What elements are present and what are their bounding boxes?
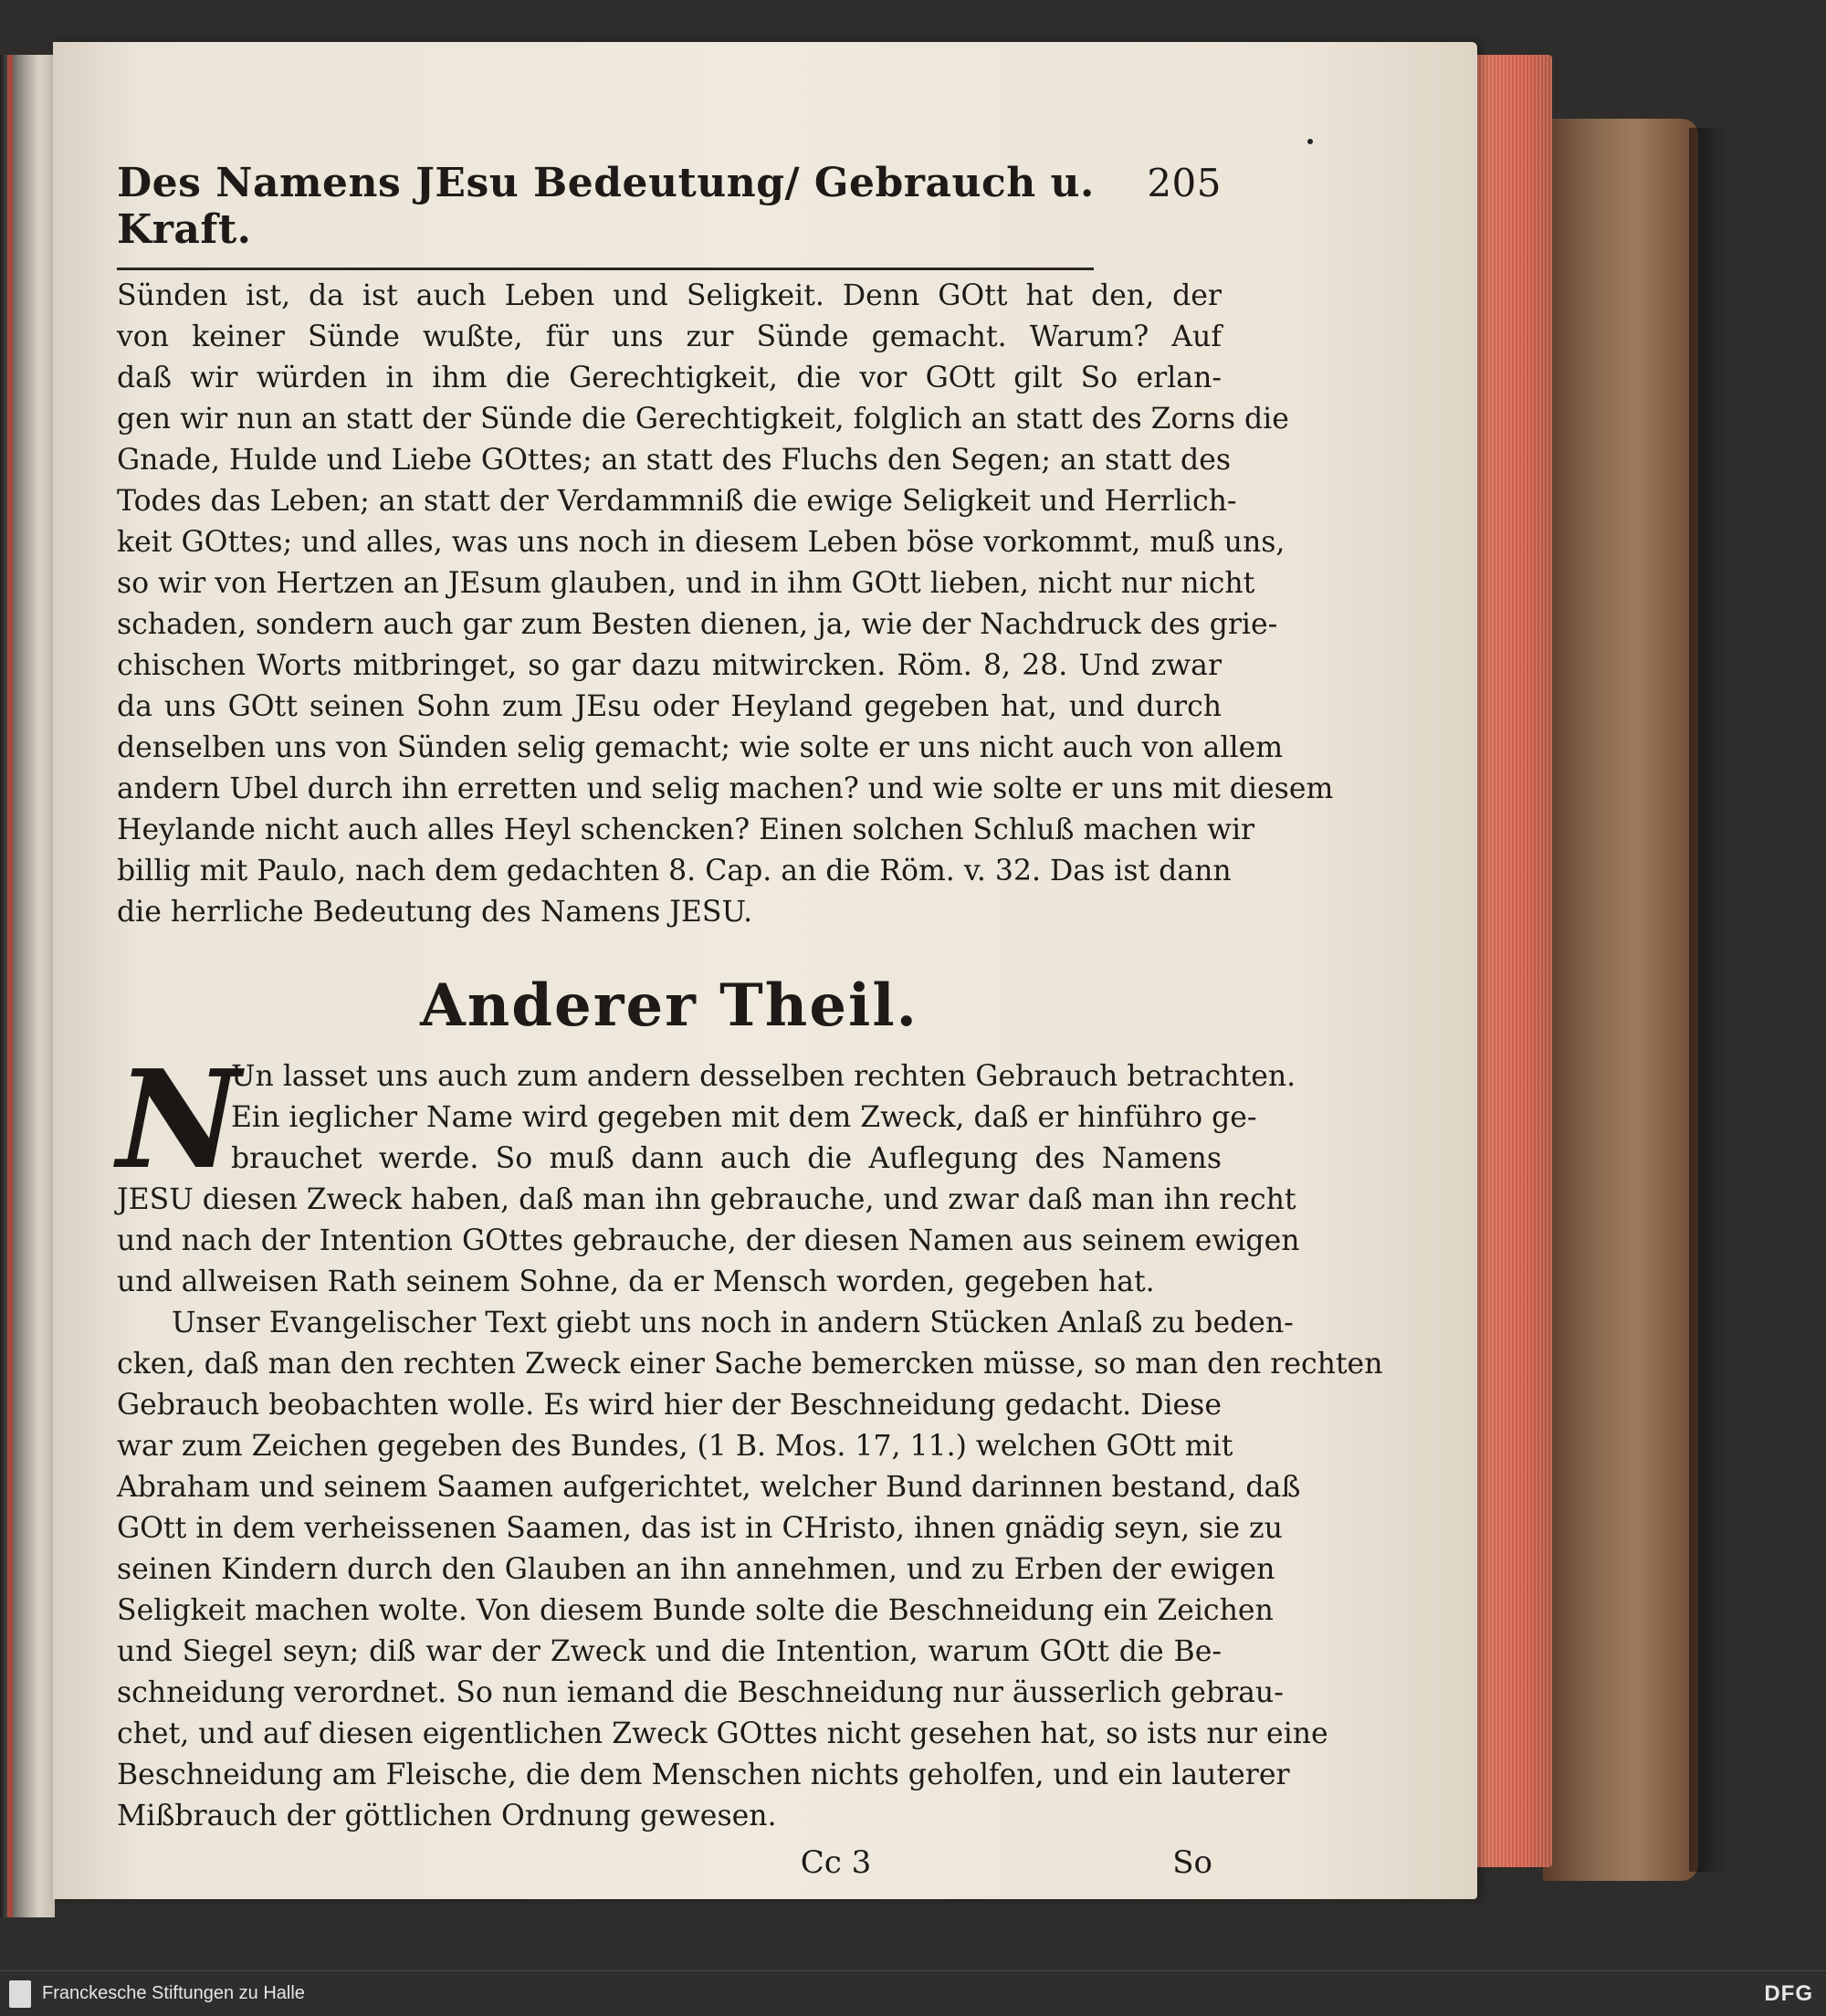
text-line: Unser Evangelischer Text giebt uns noch in andern Stücken Anlaß zu beden- — [172, 1307, 1294, 1339]
text-line: so wir von Hertzen an JEsum glauben, und in ihm GOtt lieben, nicht nur nicht — [117, 567, 1255, 600]
text-line: Beschneidung am Fleische, die dem Menschen nichts geholfen, und ein lauterer — [117, 1759, 1290, 1791]
paragraph-3 — [117, 1303, 1383, 1837]
text-line: und nach der Intention GOttes gebrauche, der diesen Namen aus seinem ewigen — [117, 1224, 1300, 1257]
text-line: war zum Zeichen gegeben des Bundes, (1 B. Mos. 17, 11.) welchen GOtt mit — [117, 1430, 1233, 1463]
text-line: Abraham und seinem Saamen aufgerichtet, welcher Bund darinnen bestand, daß — [117, 1471, 1301, 1504]
text-line: keit GOttes; und alles, was uns noch in diesem Leben böse vorkommt, muß uns, — [117, 526, 1286, 559]
running-head — [117, 160, 1222, 253]
text-line: Sünden ist, da ist auch Leben und Seligkeit. Denn GOtt hat den, der — [117, 279, 1222, 312]
text-line: schaden, sondern auch gar zum Besten dienen, ja, wie der Nachdruck des grie- — [117, 608, 1278, 641]
text-line: brauchet werde. So muß dann auch die Auflegung des Namens — [231, 1142, 1222, 1175]
text-line: Gnade, Hulde und Liebe GOttes; an statt des Fluchs den Segen; an statt des — [117, 444, 1232, 477]
text-line: Ein ieglicher Name wird gegeben mit dem Zweck, daß er hinführo ge- — [231, 1101, 1257, 1134]
text-line: GOtt in dem verheissenen Saamen, das ist in CHristo, ihnen gnädig seyn, sie zu — [117, 1512, 1283, 1545]
text-line: chischen Worts mitbringet, so gar dazu mitwircken. Röm. 8, 28. Und zwar — [117, 649, 1222, 682]
text-line: seinen Kindern durch den Glauben an ihn annehmen, und zu Erben der ewigen — [117, 1553, 1275, 1586]
facing-page-edge — [0, 55, 55, 1917]
text-line: Mißbrauch der göttlichen Ordnung gewesen. — [117, 1800, 777, 1832]
text-line: JESU diesen Zweck haben, daß man ihn gebrauche, und zwar daß man ihn recht — [117, 1183, 1296, 1216]
text-line: die herrliche Bedeutung des Namens JESU. — [117, 896, 753, 929]
text-line: Un lasset uns auch zum andern desselben rechten Gebrauch betrachten. — [231, 1060, 1296, 1093]
institution-name: Franckesche Stiftungen zu Halle — [42, 1983, 305, 2003]
text-line: schneidung verordnet. So nun iemand die Beschneidung nur äusserlich gebrau- — [117, 1676, 1284, 1709]
text-line: und Siegel seyn; diß war der Zweck und die Intention, warum GOtt die Be- — [117, 1635, 1222, 1668]
institution-crest-icon — [9, 1980, 31, 2008]
text-line: gen wir nun an statt der Sünde die Gerechtigkeit, folglich an statt des Zorns die — [117, 403, 1289, 436]
text-line: chet, und auf diesen eigentlichen Zweck GOttes nicht gesehen hat, so ists nur eine — [117, 1717, 1328, 1750]
page-number: 205 — [1147, 161, 1222, 205]
book-cover — [1543, 119, 1698, 1881]
text-line: da uns GOtt seinen Sohn zum JEsu oder Heyland gegeben hat, und durch — [117, 690, 1222, 723]
cover-shadow — [1689, 128, 1726, 1872]
catchword: So — [1172, 1844, 1212, 1881]
text-line: andern Ubel durch ihn erretten und selig machen? und wie solte er uns mit diesem — [117, 772, 1334, 805]
text-line: und allweisen Rath seinem Sohne, da er Mensch worden, gegeben hat. — [117, 1265, 1155, 1298]
paragraph-1 — [117, 276, 1334, 933]
section-title: Anderer Theil. — [420, 971, 918, 1040]
text-line: Seligkeit machen wolte. Von diesem Bunde solte die Beschneidung ein Zeichen — [117, 1594, 1274, 1627]
text-line: cken, daß man den rechten Zweck einer Sache bemercken müsse, so man den rechten — [117, 1348, 1383, 1381]
page-footer — [117, 1844, 1222, 1881]
text-line: billig mit Paulo, nach dem gedachten 8. Cap. an die Röm. v. 32. Das ist dann — [117, 855, 1232, 887]
signature-mark: Cc 3 — [800, 1844, 872, 1881]
drop-cap: N — [117, 1040, 241, 1199]
text-line: denselben uns von Sünden selig gemacht; wie solte er uns nicht auch von allem — [117, 731, 1284, 764]
text-line: Heylande nicht auch alles Heyl schencken? Einen solchen Schluß machen wir — [117, 814, 1255, 846]
dfg-logo: DFG — [1764, 1980, 1813, 2006]
text-line: daß wir würden in ihm die Gerechtigkeit, die vor GOtt gilt So erlan- — [117, 362, 1222, 394]
text-line: von keiner Sünde wußte, für uns zur Sünde gemacht. Warum? Auf — [117, 320, 1222, 353]
running-title: Des Namens JEsu Bedeutung/ Gebrauch u. Kraft. — [117, 160, 1095, 253]
institution-credit — [0, 1980, 305, 2008]
red-edge — [7, 55, 13, 1917]
page-content — [117, 160, 1383, 1881]
viewer-bar — [0, 1970, 1826, 2016]
text-line: Gebrauch beobachten wolle. Es wird hier der Beschneidung gedacht. Diese — [117, 1389, 1222, 1422]
header-rule — [117, 268, 1094, 270]
text-line: Todes das Leben; an statt der Verdammniß die ewige Seligkeit und Herrlich- — [117, 485, 1237, 518]
paragraph-2 — [117, 1040, 1300, 1303]
ink-mark — [1307, 139, 1313, 144]
